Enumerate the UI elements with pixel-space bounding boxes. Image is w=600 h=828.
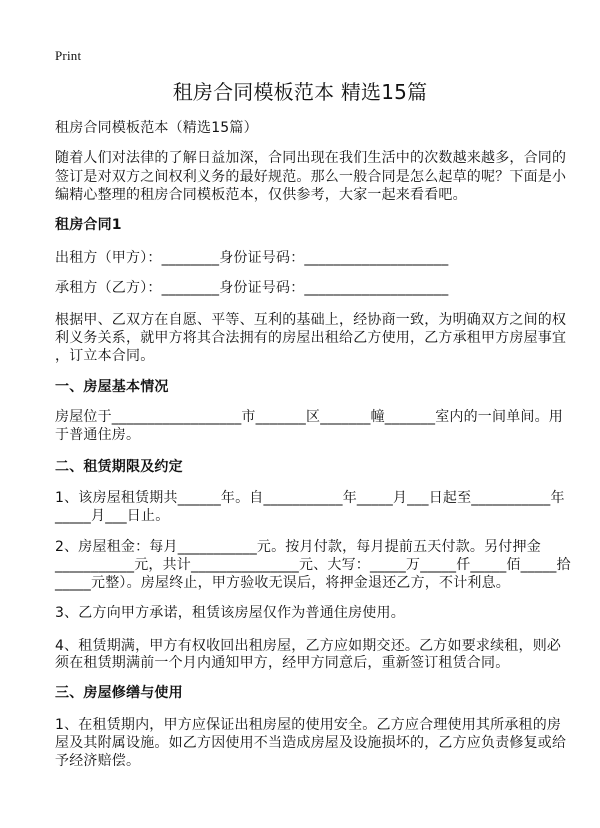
contract-heading: 租房合同1 — [55, 217, 122, 233]
clause-line: 1、在租赁期内，甲方应保证出租房屋的使用安全。乙方应合理使用其所承租的房 — [55, 717, 562, 733]
party-a-line: 出租方（甲方）：________身份证号码：____________________ — [55, 250, 449, 266]
clause-line: 4、租赁期满，甲方有权收回出租房屋，乙方应如期交还。乙方如要求续租，则必 — [55, 638, 562, 654]
clause-line: 1、该房屋租赁期共______年。自___________年_____月___日起至___________年 — [55, 490, 565, 506]
clause-line: ___________元，共计_______________元、大写：_____万_____仟_____佰_____拾 — [55, 557, 571, 573]
print-link[interactable]: Print — [55, 48, 82, 63]
section-heading: 三、房屋修缮与使用 — [55, 685, 183, 701]
preamble-line: 利义务关系，就甲方将其合法拥有的房屋出租给乙方使用，乙方承租甲方房屋事宜 — [55, 330, 567, 346]
clause-line: 屋及其附属设施。如乙方因使用不当造成房屋及设施损坏的，乙方应负责修复或给 — [55, 735, 567, 751]
clause-line: _____月___日止。 — [55, 508, 170, 524]
clause-line: 须在租赁期满前一个月内通知甲方，经甲方同意后，重新签订租赁合同。 — [55, 655, 510, 671]
intro-line: 编精心整理的租房合同模板范本，仅供参考，大家一起来看看吧。 — [55, 187, 467, 203]
party-b-line: 承租方（乙方）：________身份证号码：____________________ — [55, 280, 449, 296]
clause-line: 3、乙方向甲方承诺，租赁该房屋仅作为普通住房使用。 — [55, 605, 405, 621]
clause-line: 2、房屋租金：每月___________元。按月付款，每月提前五天付款。另付押金 — [55, 539, 541, 555]
section1-line: 房屋位于__________________市_______区_______幢_______室内的一间单间。用 — [55, 409, 563, 425]
clause-line: 予经济赔偿。 — [55, 753, 141, 769]
intro-line: 签订是对双方之间权利义务的最好规范。那么一般合同是怎么起草的呢？下面是小 — [55, 169, 567, 185]
section1-line: 于普通住房。 — [55, 427, 141, 443]
intro-line: 随着人们对法律的了解日益加深，合同出现在我们生活中的次数越来越多，合同的 — [55, 150, 567, 166]
preamble-line: 根据甲、乙双方在自愿、平等、互利的基础上，经协商一致，为明确双方之间的权 — [55, 312, 567, 328]
page-title: 租房合同模板范本 精选15篇 — [172, 80, 428, 104]
subtitle: 租房合同模板范本（精选15篇） — [55, 120, 258, 136]
section-heading: 一、房屋基本情况 — [55, 379, 169, 395]
clause-line: _____元整）。房屋终止，甲方验收无误后，将押金退还乙方，不计利息。 — [55, 575, 510, 591]
preamble-line: ，订立本合同。 — [55, 348, 155, 364]
section-heading: 二、租赁期限及约定 — [55, 459, 183, 475]
